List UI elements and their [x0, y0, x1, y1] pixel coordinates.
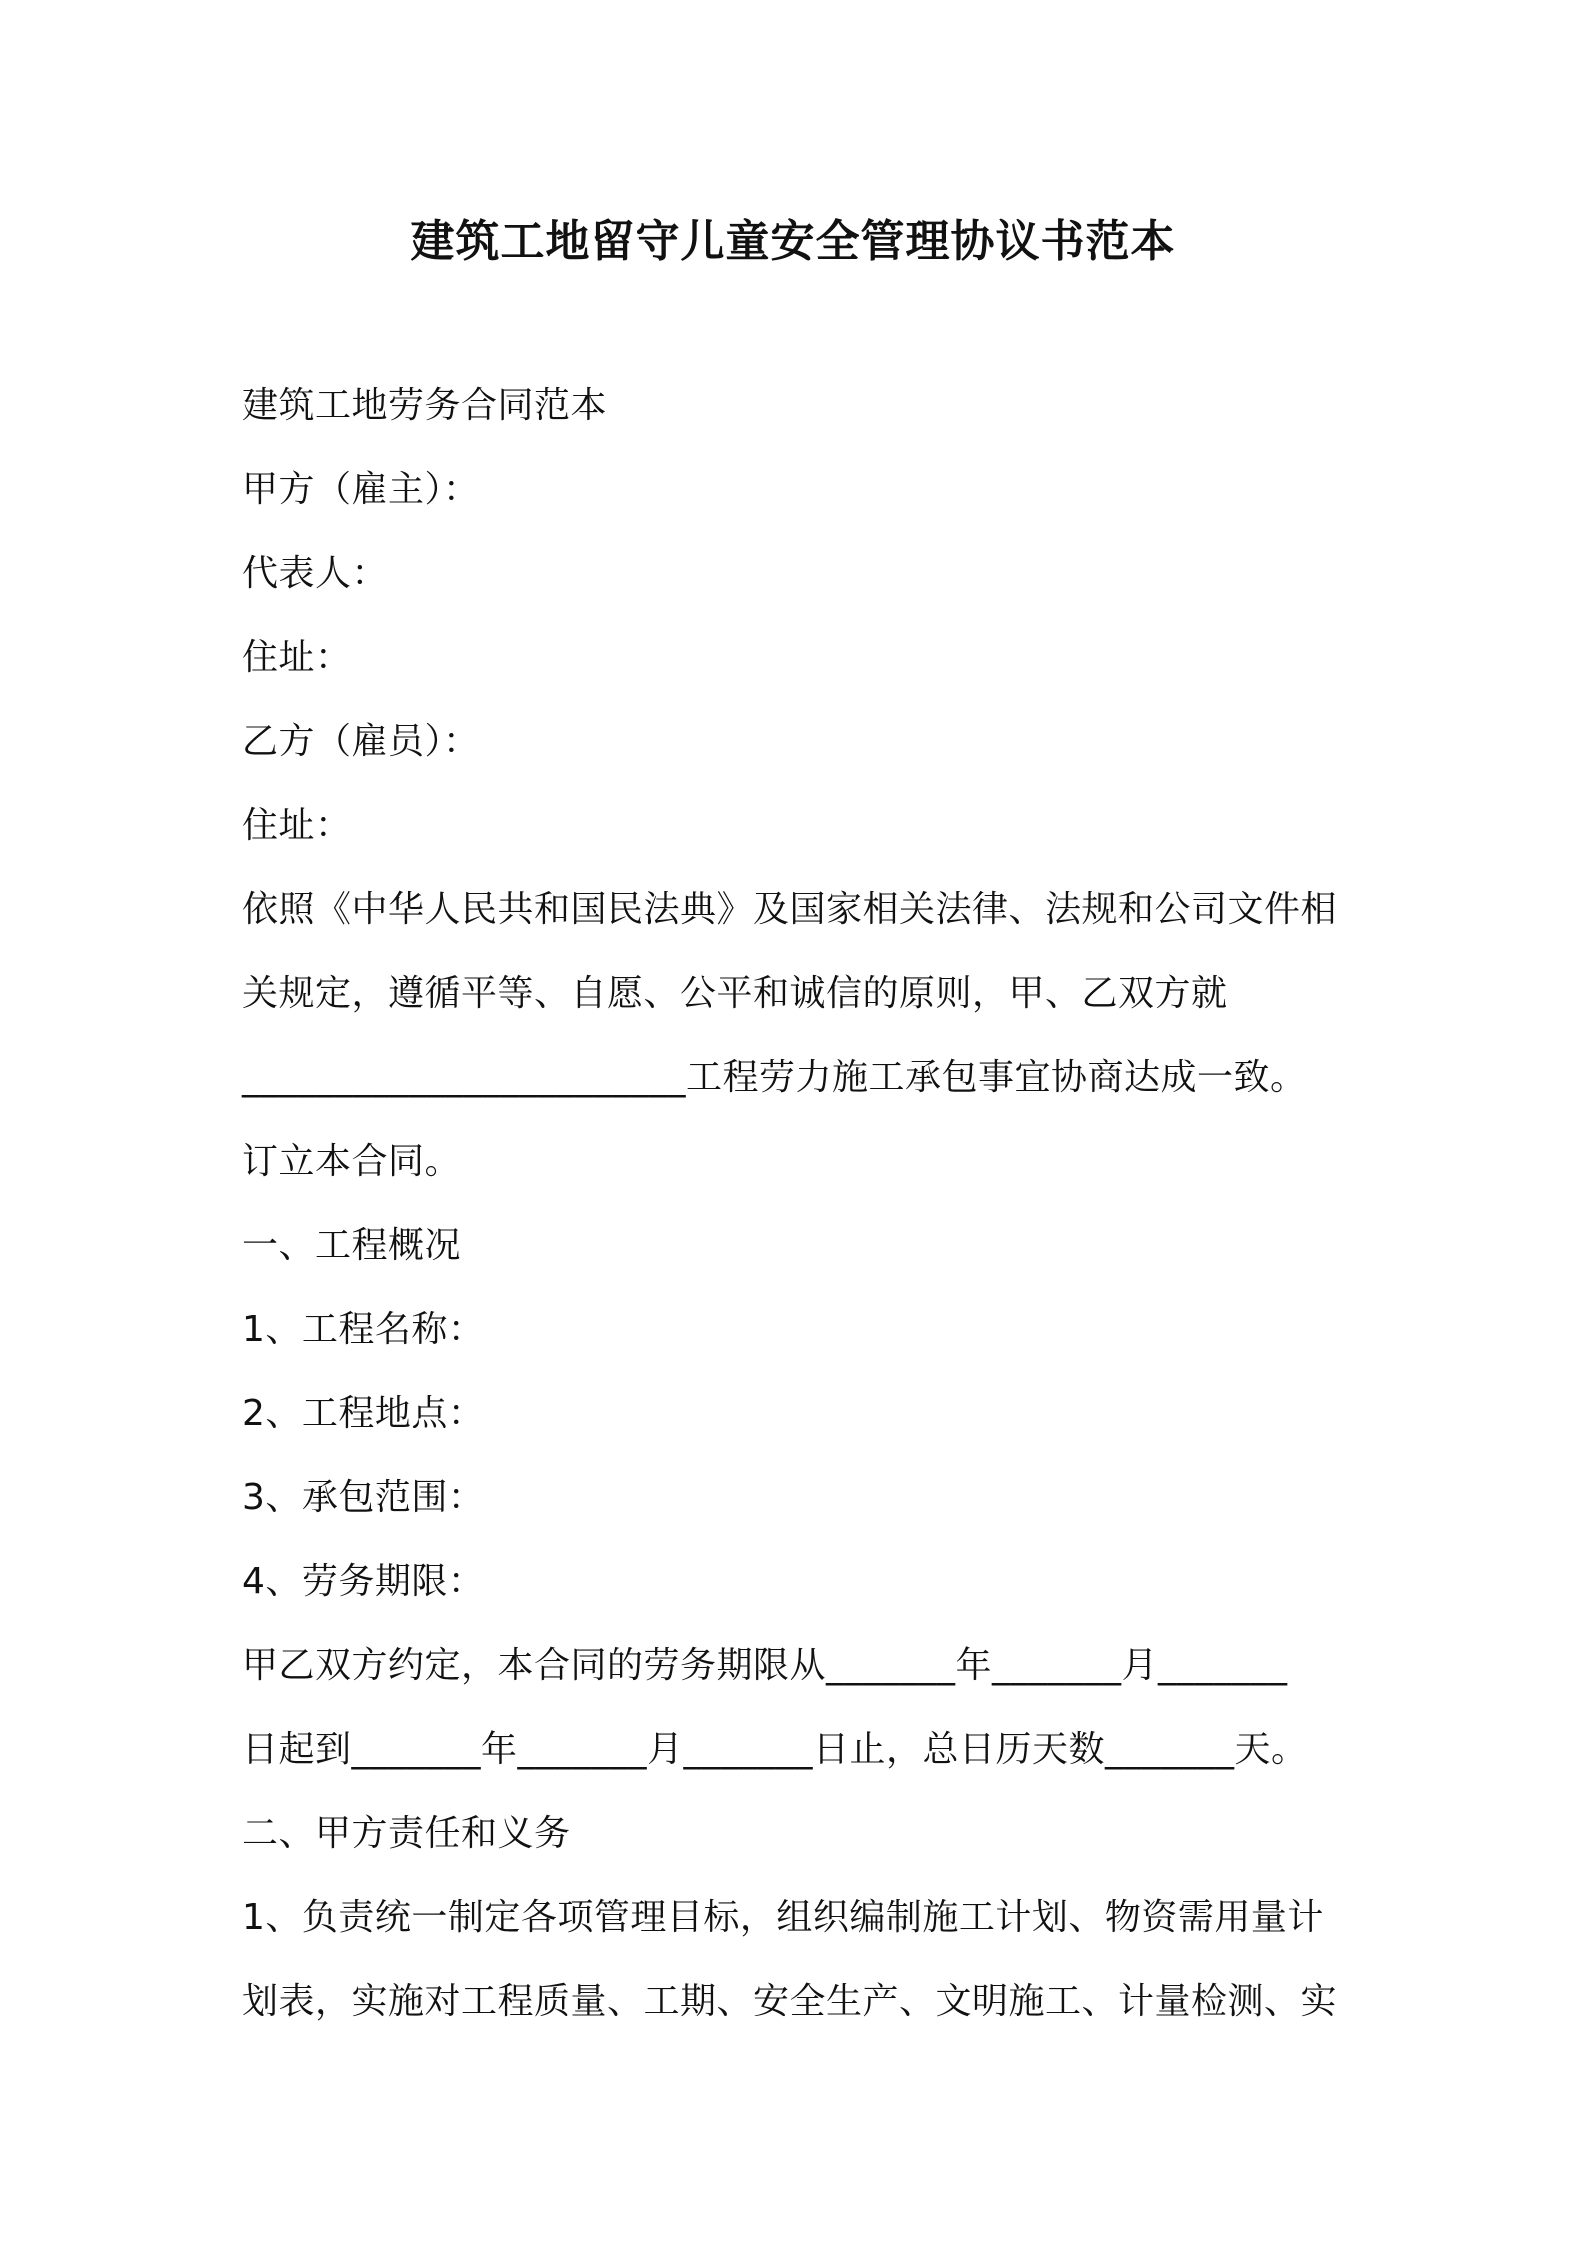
text-line: 1、工程名称： — [242, 1309, 485, 1350]
text-line: 4、劳务期限： — [242, 1561, 485, 1602]
text-line: 甲乙双方约定，本合同的劳务期限从_______年_______月_______ — [242, 1645, 1288, 1686]
text-line: 关规定，遵循平等、自愿、公平和诚信的原则，甲、乙双方就 — [242, 973, 1228, 1014]
document-title: 建筑工地留守儿童安全管理协议书范本 — [410, 216, 1176, 267]
text-line: 日起到_______年_______月_______日止，总日历天数_______天。 — [242, 1729, 1308, 1770]
text-line: 订立本合同。 — [242, 1141, 462, 1182]
section-heading: 二、甲方责任和义务 — [242, 1813, 571, 1854]
text-line: 住址： — [242, 805, 352, 846]
text-line: 乙方（雇员）： — [242, 721, 480, 762]
text-line: 住址： — [242, 637, 352, 678]
section-heading: 一、工程概况 — [242, 1225, 462, 1266]
text-line: ________________________工程劳力施工承包事宜协商达成一致。 — [242, 1057, 1307, 1098]
text-line: 2、工程地点： — [242, 1393, 485, 1434]
text-line: 依照《中华人民共和国民法典》及国家相关法律、法规和公司文件相 — [242, 889, 1338, 930]
document-body — [242, 364, 1362, 2044]
text-line: 划表，实施对工程质量、工期、安全生产、文明施工、计量检测、实 — [242, 1981, 1338, 2022]
text-line: 代表人： — [242, 553, 389, 594]
text-line: 3、承包范围： — [242, 1477, 485, 1518]
text-line: 甲方（雇主）： — [242, 469, 480, 510]
text-line: 建筑工地劳务合同范本 — [242, 385, 608, 426]
text-line: 1、负责统一制定各项管理目标，组织编制施工计划、物资需用量计 — [242, 1897, 1324, 1938]
